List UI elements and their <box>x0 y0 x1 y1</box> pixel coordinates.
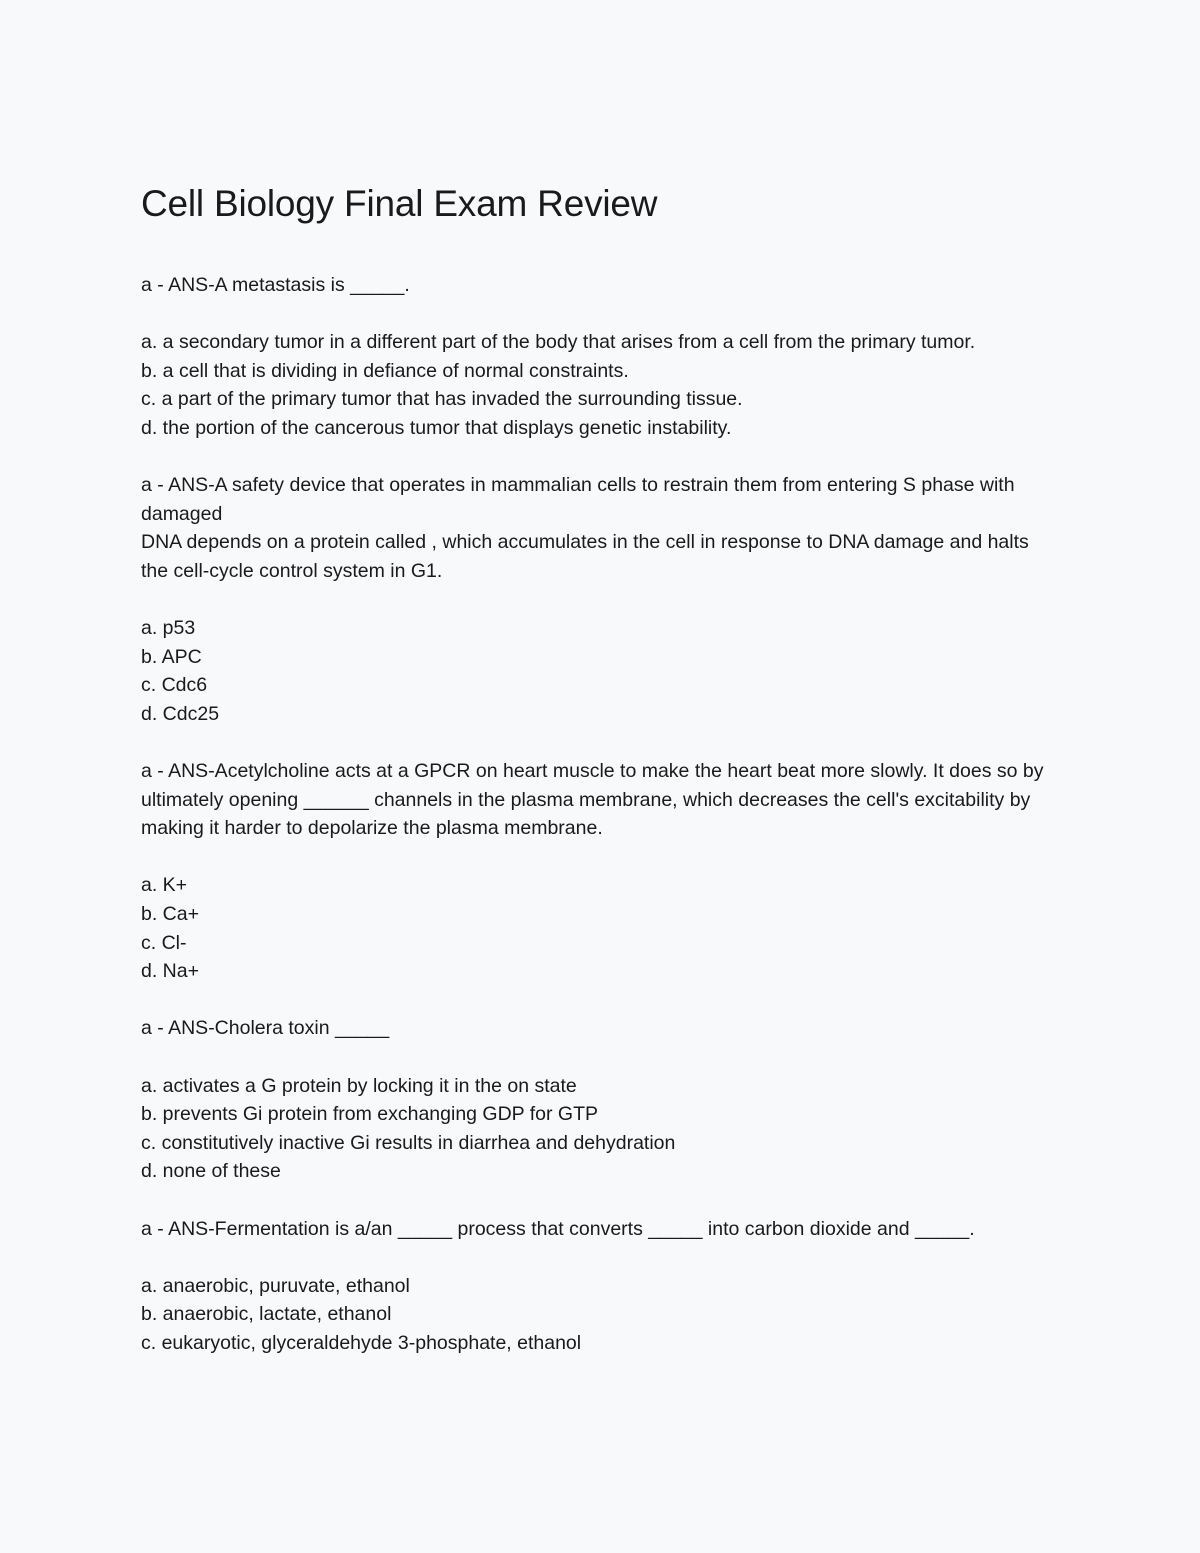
answer-option: b. anaerobic, lactate, ethanol <box>141 1303 392 1326</box>
answer-option: a. p53 <box>141 617 196 640</box>
question-text: a - ANS-A safety device that operates in mammalian cells to restrain them from entering S phase with damaged <box>141 474 1015 525</box>
page-title: Cell Biology Final Exam Review <box>141 183 658 224</box>
answer-option: a. K+ <box>141 874 188 897</box>
answer-option: a. a secondary tumor in a different part of the body that arises from a cell from the primary tumor. <box>141 331 976 354</box>
answer-option: c. a part of the primary tumor that has invaded the surrounding tissue. <box>141 388 743 411</box>
answer-option: b. prevents Gi protein from exchanging GDP for GTP <box>141 1103 599 1126</box>
question-text-continued: DNA depends on a protein called , which accumulates in the cell in response to DNA damage and halts the cell-cycle control system in G1. <box>141 531 1029 582</box>
question-block-3 <box>141 757 1061 986</box>
question-block-4 <box>141 1014 1061 1186</box>
answer-option: c. Cl- <box>141 931 187 954</box>
question-text: a - ANS-Fermentation is a/an _____ process that converts _____ into carbon dioxide and _____. <box>141 1217 975 1240</box>
answer-option: c. constitutively inactive Gi results in diarrhea and dehydration <box>141 1131 676 1154</box>
question-text: a - ANS-A metastasis is _____. <box>141 274 410 296</box>
answer-option: c. eukaryotic, glyceraldehyde 3-phosphate, ethanol <box>141 1331 582 1354</box>
answer-option: d. the portion of the cancerous tumor that displays genetic instability. <box>141 416 732 439</box>
answer-options <box>141 1072 1061 1186</box>
answer-options <box>141 328 1061 442</box>
answer-option: a. anaerobic, puruvate, ethanol <box>141 1274 410 1297</box>
document-body <box>141 271 1061 1386</box>
question-block-5 <box>141 1215 1061 1358</box>
answer-options <box>141 614 1061 728</box>
answer-option: b. Ca+ <box>141 903 199 926</box>
answer-option: d. Na+ <box>141 960 199 983</box>
answer-option: a. activates a G protein by locking it in the on state <box>141 1074 577 1097</box>
answer-options <box>141 1272 1061 1358</box>
question-text: a - ANS-Acetylcholine acts at a GPCR on heart muscle to make the heart beat more slowly. It does so by ultimately opening ______ channels in the plasma membrane, which decreases the cell's excitability by making it harder to depolarize the plasma membrane. <box>141 760 1044 840</box>
question-block-1 <box>141 271 1061 443</box>
answer-option: b. a cell that is dividing in defiance of normal constraints. <box>141 359 629 382</box>
answer-option: c. Cdc6 <box>141 674 208 697</box>
question-text: a - ANS-Cholera toxin _____ <box>141 1017 390 1040</box>
answer-options <box>141 871 1061 985</box>
answer-option: b. APC <box>141 645 202 668</box>
answer-option: d. none of these <box>141 1160 281 1183</box>
question-block-2 <box>141 471 1061 728</box>
answer-option: d. Cdc25 <box>141 702 220 725</box>
